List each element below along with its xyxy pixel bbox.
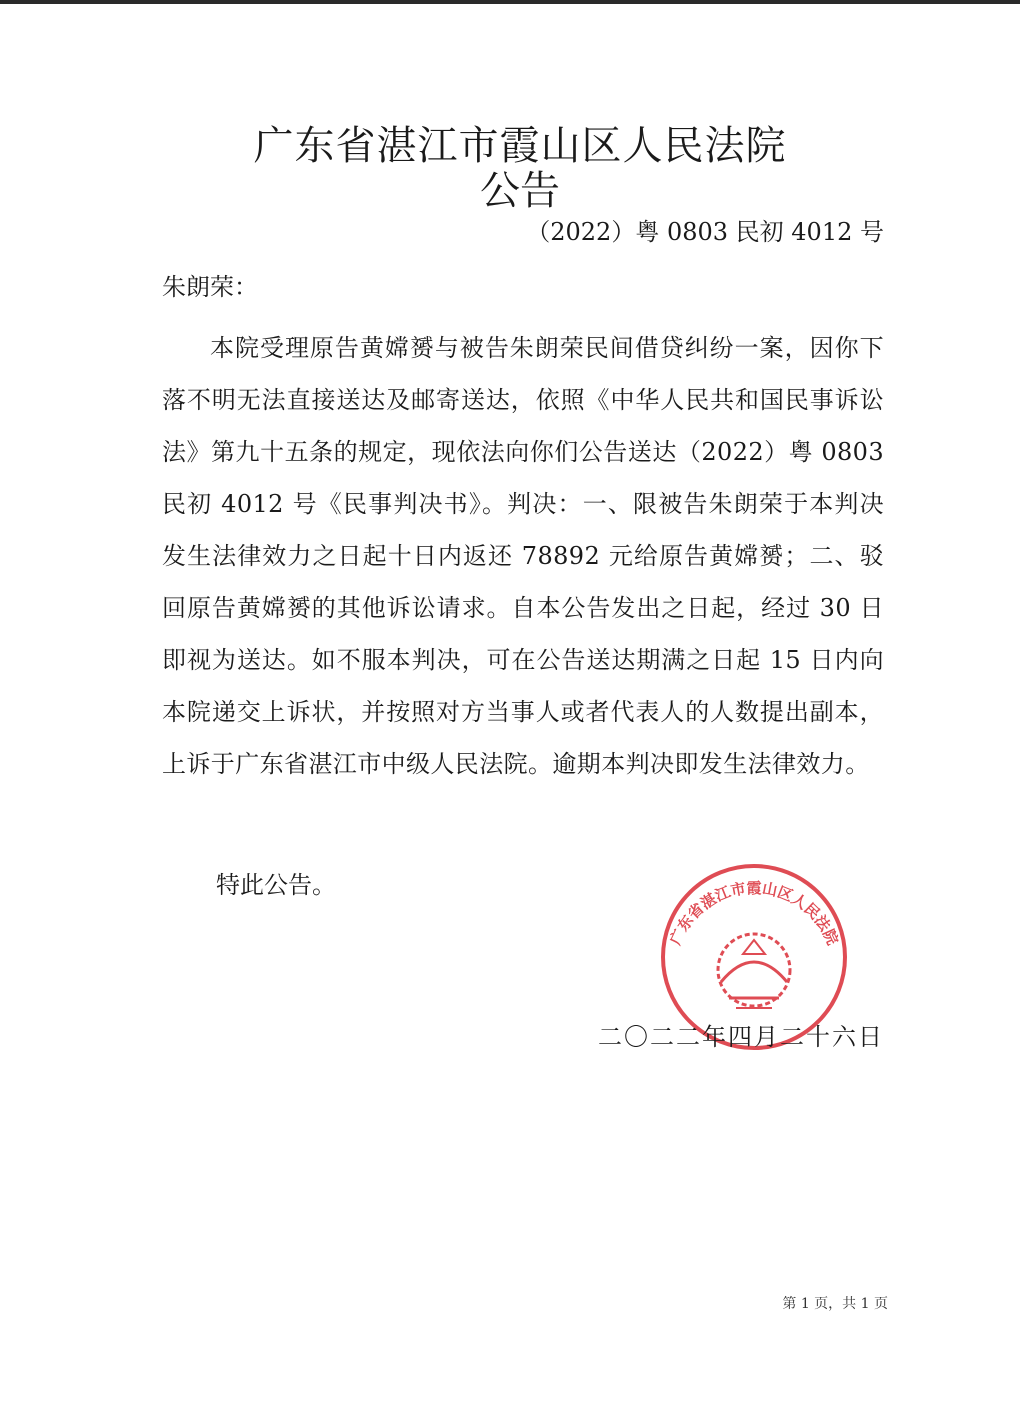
page-number: 第 1 页，共 1 页 — [782, 1296, 888, 1312]
closing-statement: 特此公告。 — [216, 871, 336, 899]
notice-body-paragraph: 本院受理原告黄嫦赟与被告朱朗荣民间借贷纠纷一案，因你下落不明无法直接送达及邮寄送达，依照《中华人民共和国民事诉讼法》第九十五条的规定，现依法向你们公告送达（2022）粤 0803 民初 4012 号《民事判决书》。判决：一、限被告朱朗荣于本判决发生法律效力之日起十日内返还 78892 元给原告黄嫦赟；二、驳回原告黄嫦赟的其他诉讼请求。自本公告发出之日起，经过 30 日即视为送达。如不服本判决，可在公告送达期满之日起 15 日内向本院递交上诉状，并按照对方当事人或者代表人的人数提出副本，上诉于广东省湛江市中级人民法院。逾期本判决即发生法律效力。 — [162, 334, 884, 778]
addressee: 朱朗荣： — [162, 273, 258, 301]
seal-inscription: 广东省湛江市霞山区人民法院 — [666, 879, 842, 948]
document-title: 公告 — [480, 168, 560, 214]
court-name-heading: 广东省湛江市霞山区人民法院 — [253, 123, 787, 169]
page-top-edge — [0, 0, 1020, 4]
issue-date: 二〇二二年四月二十六日 — [598, 1023, 884, 1051]
case-number: （2022）粤 0803 民初 4012 号 — [526, 218, 884, 246]
